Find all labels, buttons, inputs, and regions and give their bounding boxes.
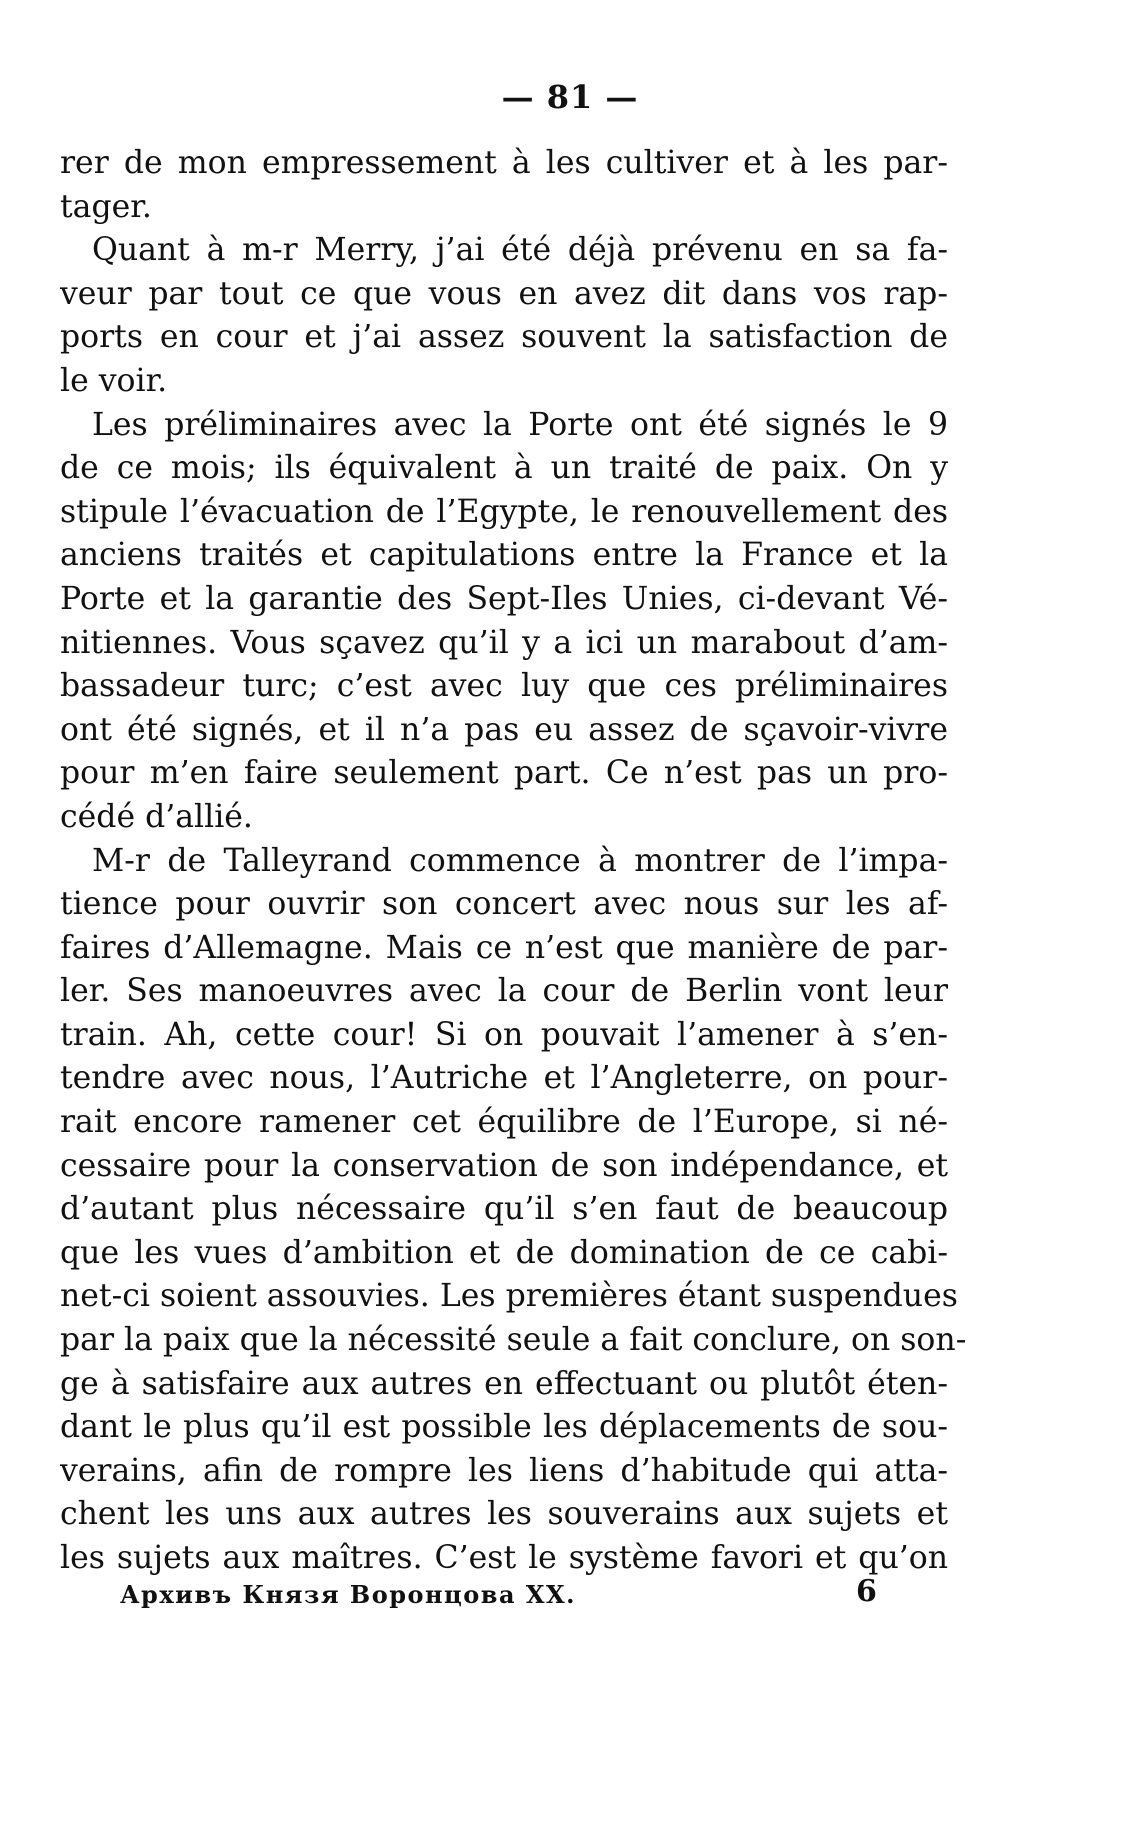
text-line: de ce mois; ils équivalent à un traité de paix. On y [60, 450, 948, 487]
text-line: bassadeur turc; c’est avec luy que ces préliminaires [60, 668, 948, 705]
text-line: rer de mon empressement à les cultiver et à les par- [60, 145, 948, 181]
text-line: tience pour ouvrir son concert avec nous sur les af- [60, 886, 948, 923]
text-line: Porte et la garantie des Sept-Iles Unies, ci-devant Vé- [60, 580, 948, 617]
text-line: ge à satisfaire aux autres en effectuant ou plutôt éten- [60, 1365, 948, 1402]
text-line: dant le plus qu’il est possible les déplacements de sou- [60, 1409, 948, 1446]
footer-source: Архивъ Князя Воронцова XX. [120, 1580, 576, 1609]
text-line: ler. Ses manoeuvres avec la cour de Berlin vont leur [60, 973, 948, 1010]
text-line: net-ci soient assouvies. Les premières étant suspendues [60, 1278, 958, 1315]
body-text [60, 142, 967, 1581]
text-line: que les vues d’ambition et de domination de ce cabi- [60, 1234, 948, 1271]
text-line: stipule l’évacuation de l’Egypte, le renouvellement des [60, 493, 948, 530]
text-line: Quant à m-r Merry, j’ai été déjà prévenu en sa fa- [92, 232, 948, 269]
text-line: cessaire pour la conservation de son indépendance, et [60, 1147, 948, 1184]
text-line: M-r de Talleyrand commence à montrer de l’impa- [92, 842, 948, 879]
signature-mark: 6 [856, 1574, 877, 1609]
text-line: ports en cour et j’ai assez souvent la satisfaction de [60, 319, 948, 356]
text-line: faires d’Allemagne. Mais ce n’est que manière de par- [60, 929, 948, 966]
page-number: — 81 — [501, 78, 639, 116]
text-line: tendre avec nous, l’Autriche et l’Angleterre, on pour- [60, 1060, 948, 1097]
text-line: pour m’en faire seulement part. Ce n’est pas un pro- [60, 755, 948, 792]
text-line: anciens traités et capitulations entre la France et la [60, 537, 948, 574]
text-line: Les préliminaires avec la Porte ont été signés le 9 [92, 406, 948, 443]
text-line: tager. [60, 188, 152, 225]
text-line: d’autant plus nécessaire qu’il s’en faut de beaucoup [60, 1191, 948, 1228]
text-line: nitiennes. Vous sçavez qu’il y a ici un marabout d’am- [60, 624, 948, 661]
text-line: ont été signés, et il n’a pas eu assez de sçavoir-vivre [60, 711, 948, 748]
text-line: cédé d’allié. [60, 798, 253, 835]
text-line: veur par tout ce que vous en avez dit dans vos rap- [60, 275, 948, 312]
text-line: les sujets aux maîtres. C’est le système favori et qu’on [60, 1540, 948, 1576]
text-line: train. Ah, cette cour! Si on pouvait l’amener à s’en- [60, 1016, 948, 1053]
text-line: par la paix que la nécessité seule a fait conclure, on son- [60, 1322, 967, 1359]
text-line: chent les uns aux autres les souverains aux sujets et [60, 1496, 948, 1533]
text-line: verains, afin de rompre les liens d’habitude qui atta- [60, 1452, 948, 1489]
text-line: le voir. [60, 362, 168, 399]
text-line: rait encore ramener cet équilibre de l’Europe, si né- [60, 1104, 948, 1141]
